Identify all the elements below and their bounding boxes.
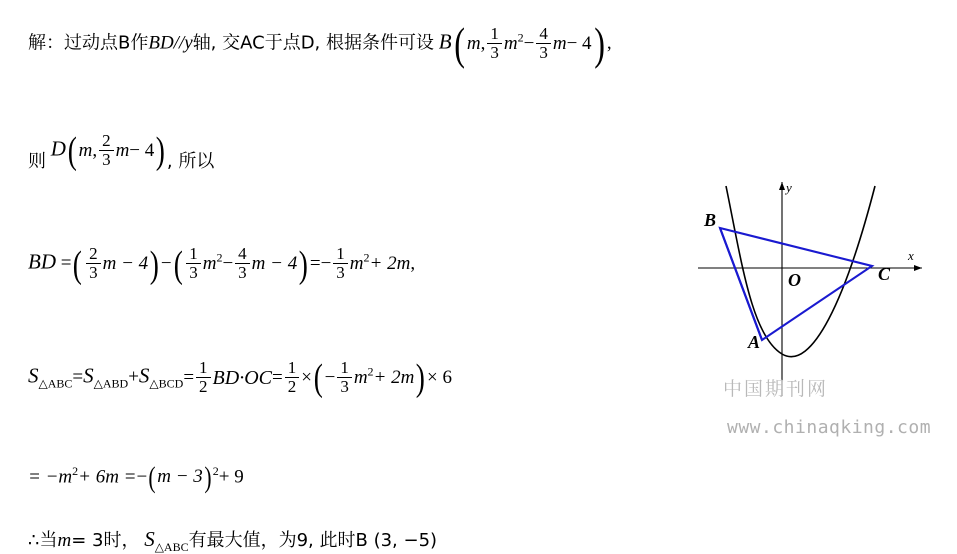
line3-frac-two-thirds: $\frac{2}{3}$ xyxy=(86,245,101,282)
line1-exponent: 2 xyxy=(517,30,524,45)
line3-exponent2: 2 xyxy=(363,250,370,265)
x-axis-arrow-icon xyxy=(914,265,922,271)
solution-line-2: 则 D(m, $\frac{2}{3}$ m− 4), 所以 xyxy=(28,130,215,173)
line1-mid: 轴, 交AC于点D, 根据条件可设 xyxy=(192,32,434,54)
line2-minus-four: − 4 xyxy=(129,139,155,161)
y-axis-arrow-icon xyxy=(779,182,785,190)
line2-ze: 则 xyxy=(28,151,46,173)
line4-frac-half-b: $\frac{1}{2}$ xyxy=(285,359,300,396)
line4-negative: − xyxy=(324,366,336,388)
line6-m: m xyxy=(57,530,72,552)
line3-plus-2m: + 2m xyxy=(369,253,411,275)
solution-line-6 xyxy=(28,528,708,554)
label-origin: O xyxy=(788,270,801,290)
solution-line-1: 解：过动点B作BD//y轴, 交AC于点D, 根据条件可设 B( m, $\frac{1}{3}$ $m^2-$ $\frac{4}{3}$ m− 4) , xyxy=(28,18,612,70)
line1-frac-four-thirds: $\frac{4}{3}$ xyxy=(536,25,551,62)
watermark-chinese: 中国期刊网 xyxy=(723,378,829,400)
line1-bd-parallel: BD//y xyxy=(148,32,193,54)
line3-equals2: = xyxy=(309,253,321,275)
line5-square: 2 xyxy=(212,463,219,478)
line3-frac-one-third: $\frac{1}{3}$ xyxy=(186,245,201,282)
line4-plus-2m: + 2m xyxy=(373,366,415,388)
line4-equals1: = xyxy=(72,366,84,388)
line6-mid: = 3时， xyxy=(71,530,140,552)
line4-plus: + xyxy=(128,366,139,388)
line4-sub-abc: △ABC xyxy=(38,376,73,391)
line4-s-bcd: S xyxy=(138,363,150,388)
solution-text-column xyxy=(28,18,708,554)
line4-frac-half: $\frac{1}{2}$ xyxy=(196,359,211,396)
line5-plus-nine: + 9 xyxy=(218,466,244,488)
solution-line-5: = $-m^2+ 6m =-(m - 3)^2+ 9$ xyxy=(28,460,244,494)
line4-m: m xyxy=(353,366,368,388)
line1-comma: , xyxy=(606,32,612,54)
line2-coord-x: m xyxy=(78,139,93,161)
line4-sub-bcd: △BCD xyxy=(149,376,184,391)
line3-m: m xyxy=(202,253,217,275)
line6-s: S xyxy=(144,527,155,552)
solution-line-4: $S_{\triangle ABC}=S_{\triangle ABD}+S_{\triangle BCD}=$ $\frac{1}{2}$ BD·OC= $\frac{1}{2}$ ×(− $\frac{1}{3}$ $m^2+ 2m)\times 6$ xyxy=(28,357,452,400)
line4-equals3: = xyxy=(272,366,283,388)
figure-svg xyxy=(690,168,945,403)
line4-s-abc: S xyxy=(28,363,39,388)
watermark-url: www.chinaqking.com xyxy=(727,417,932,438)
line5-equals-neg-m: = −m xyxy=(28,466,73,488)
line4-times-six: × 6 xyxy=(427,366,452,388)
line3-minus: − xyxy=(160,253,172,275)
line3-frac-four-thirds: $\frac{4}{3}$ xyxy=(235,245,250,282)
line1-m-term: m xyxy=(552,32,567,54)
label-point-b: B xyxy=(704,210,717,230)
line2-point-d: D xyxy=(50,136,66,161)
line6-prefix: ∴当 xyxy=(28,530,58,552)
line5-plus-6m: + 6m = xyxy=(78,466,137,488)
label-axis-y: y xyxy=(786,180,792,195)
line3-comma: , xyxy=(410,253,416,275)
line6-tail: 有最大值，为9, 此时B (3, −5) xyxy=(188,530,438,552)
parabola-figure xyxy=(690,168,945,403)
line5-negative: − xyxy=(136,466,148,488)
line4-exponent: 2 xyxy=(367,364,374,379)
solution-line-3: BD =( $\frac{2}{3}$ m − 4)−( $\frac{1}{3}$ $m^2-$ $\frac{4}{3}$ m − 4)=− $\frac{1}{3}$ $m^2+ 2m$, xyxy=(28,243,416,286)
line2-suoyi: , 所以 xyxy=(166,151,215,173)
line1-minus: − xyxy=(523,32,535,54)
segment-ba xyxy=(720,228,762,340)
line6-sub: △ABC xyxy=(154,539,189,554)
line1-frac-one-third: $\frac{1}{3}$ xyxy=(487,25,502,62)
line4-times: × xyxy=(301,366,312,388)
line1-prefix: 解：过动点B作 xyxy=(28,32,149,54)
line5-inner: m − 3 xyxy=(157,466,203,488)
line1-minus-four: − 4 xyxy=(566,32,592,54)
line4-s-abd: S xyxy=(83,363,94,388)
line3-lhs: BD xyxy=(28,250,56,275)
line5-exponent: 2 xyxy=(72,463,79,478)
label-point-a: A xyxy=(748,332,761,352)
line3-m2: m xyxy=(349,253,364,275)
line1-coord-x: m xyxy=(466,32,481,54)
label-axis-x: x xyxy=(908,248,914,263)
line1-m-squared: m xyxy=(503,32,518,54)
line3-frac-one-third-b: $\frac{1}{3}$ xyxy=(333,245,348,282)
line2-frac-two-thirds: $\frac{2}{3}$ xyxy=(99,132,114,169)
line2-m-term: m xyxy=(115,139,130,161)
line1-point-b: B xyxy=(438,29,452,54)
line4-sub-abd: △ABD xyxy=(93,376,129,391)
line4-bd-oc: BD·OC xyxy=(212,367,272,390)
line3-equals: = xyxy=(60,253,72,275)
line3-negative: − xyxy=(320,253,332,275)
line3-exponent: 2 xyxy=(216,250,223,265)
line3-term2: m − 4 xyxy=(251,253,298,275)
line4-frac-one-third: $\frac{1}{3}$ xyxy=(337,359,352,396)
line4-equals2: = xyxy=(183,366,195,388)
line3-term1: m − 4 xyxy=(102,253,149,275)
label-point-c: C xyxy=(878,264,891,284)
